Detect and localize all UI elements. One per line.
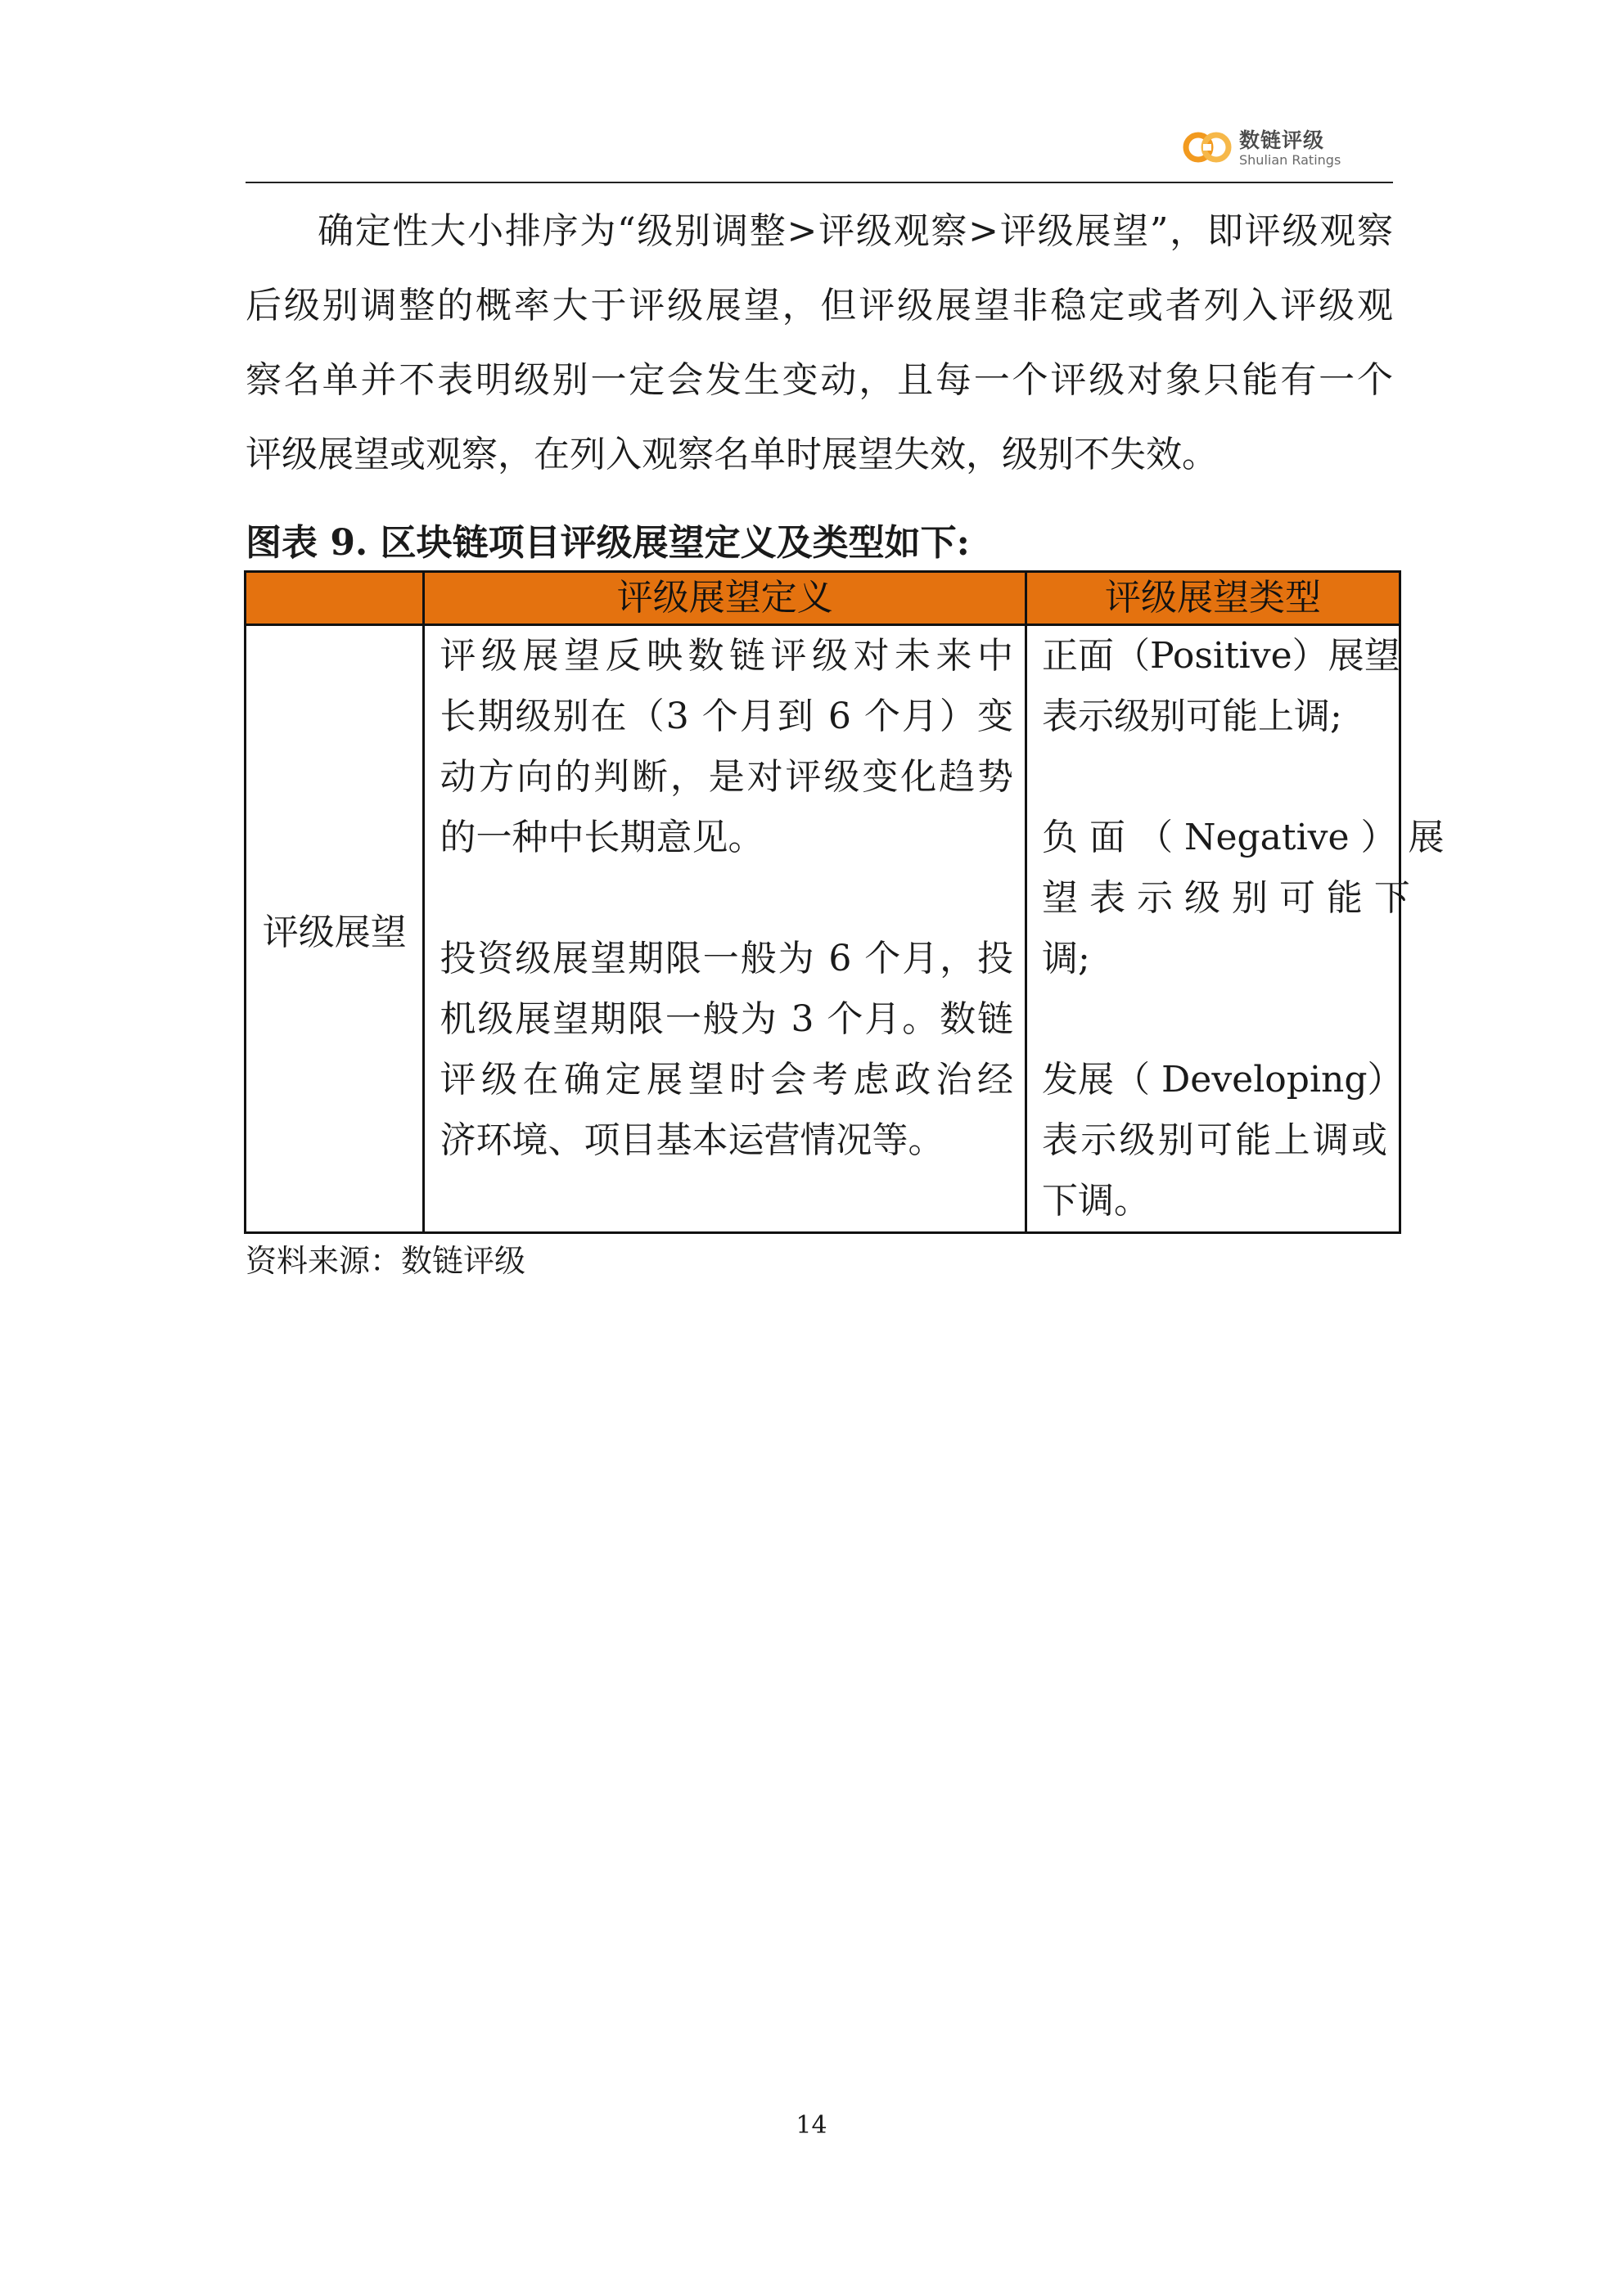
paragraph-line: 确定性大小排序为“级别调整>评级观察>评级展望”，即评级观察 — [318, 210, 1393, 252]
type-negative-line: 调; — [1042, 938, 1090, 979]
type-negative-line: 望 表 示 级 别 可 能 下 — [1042, 877, 1410, 919]
table-header-empty — [246, 572, 424, 625]
definition-line: 动方向的判断，是对评级变化趋势 — [440, 756, 1014, 798]
table-header-type: 评级展望类型 — [1026, 572, 1400, 625]
logo-text-cn: 数链评级 — [1239, 128, 1325, 152]
type-positive-line: 正面（Positive）展望 — [1042, 635, 1400, 677]
definition-line: 济环境、项目基本运营情况等。 — [440, 1119, 944, 1161]
type-negative-line: 负 面 （ Negative ） 展 — [1042, 817, 1445, 858]
type-cell — [1026, 625, 1445, 1233]
type-developing-line: 下调。 — [1042, 1180, 1151, 1222]
type-developing-line: 发展（ Developing） — [1042, 1059, 1404, 1101]
header-divider — [246, 182, 1393, 183]
table-row — [246, 625, 1400, 1233]
paragraph-line: 察名单并不表明级别一定会发生变动，且每一个评级对象只能有一个 — [246, 359, 1393, 401]
chain-link-icon — [1182, 128, 1233, 167]
outlook-table — [244, 570, 1445, 1234]
definition-cell — [424, 625, 1026, 1233]
paragraph-line: 后级别调整的概率大于评级展望，但评级展望非稳定或者列入评级观 — [246, 285, 1393, 326]
company-logo — [1182, 119, 1378, 177]
page-header — [246, 115, 1393, 183]
table-header-definition: 评级展望定义 — [424, 572, 1026, 625]
definition-line: 长期级别在（3 个月到 6 个月）变 — [440, 696, 1014, 737]
definition-line: 投资级展望期限一般为 6 个月，投 — [440, 938, 1014, 979]
definition-line: 评级展望反映数链评级对未来中 — [440, 635, 1014, 677]
logo-text-en: Shulian Ratings — [1239, 152, 1341, 168]
type-positive-line: 表示级别可能上调; — [1042, 696, 1342, 737]
paragraph-line: 评级展望或观察，在列入观察名单时展望失效，级别不失效。 — [246, 434, 1218, 475]
table-header-row — [246, 572, 1400, 625]
definition-line: 的一种中长期意见。 — [440, 817, 764, 858]
definition-line: 评级在确定展望时会考虑政治经 — [440, 1059, 1014, 1101]
figure-caption: 图表 9. 区块链项目评级展望定义及类型如下: — [246, 522, 970, 564]
source-note: 资料来源：数链评级 — [246, 1243, 526, 1279]
definition-line: 机级展望期限一般为 3 个月。数链 — [440, 998, 1014, 1040]
page-number: 14 — [796, 2111, 827, 2140]
type-developing-line: 表示级别可能上调或 — [1042, 1119, 1387, 1161]
row-label: 评级展望 — [246, 625, 424, 1233]
body-paragraph — [246, 194, 1393, 492]
